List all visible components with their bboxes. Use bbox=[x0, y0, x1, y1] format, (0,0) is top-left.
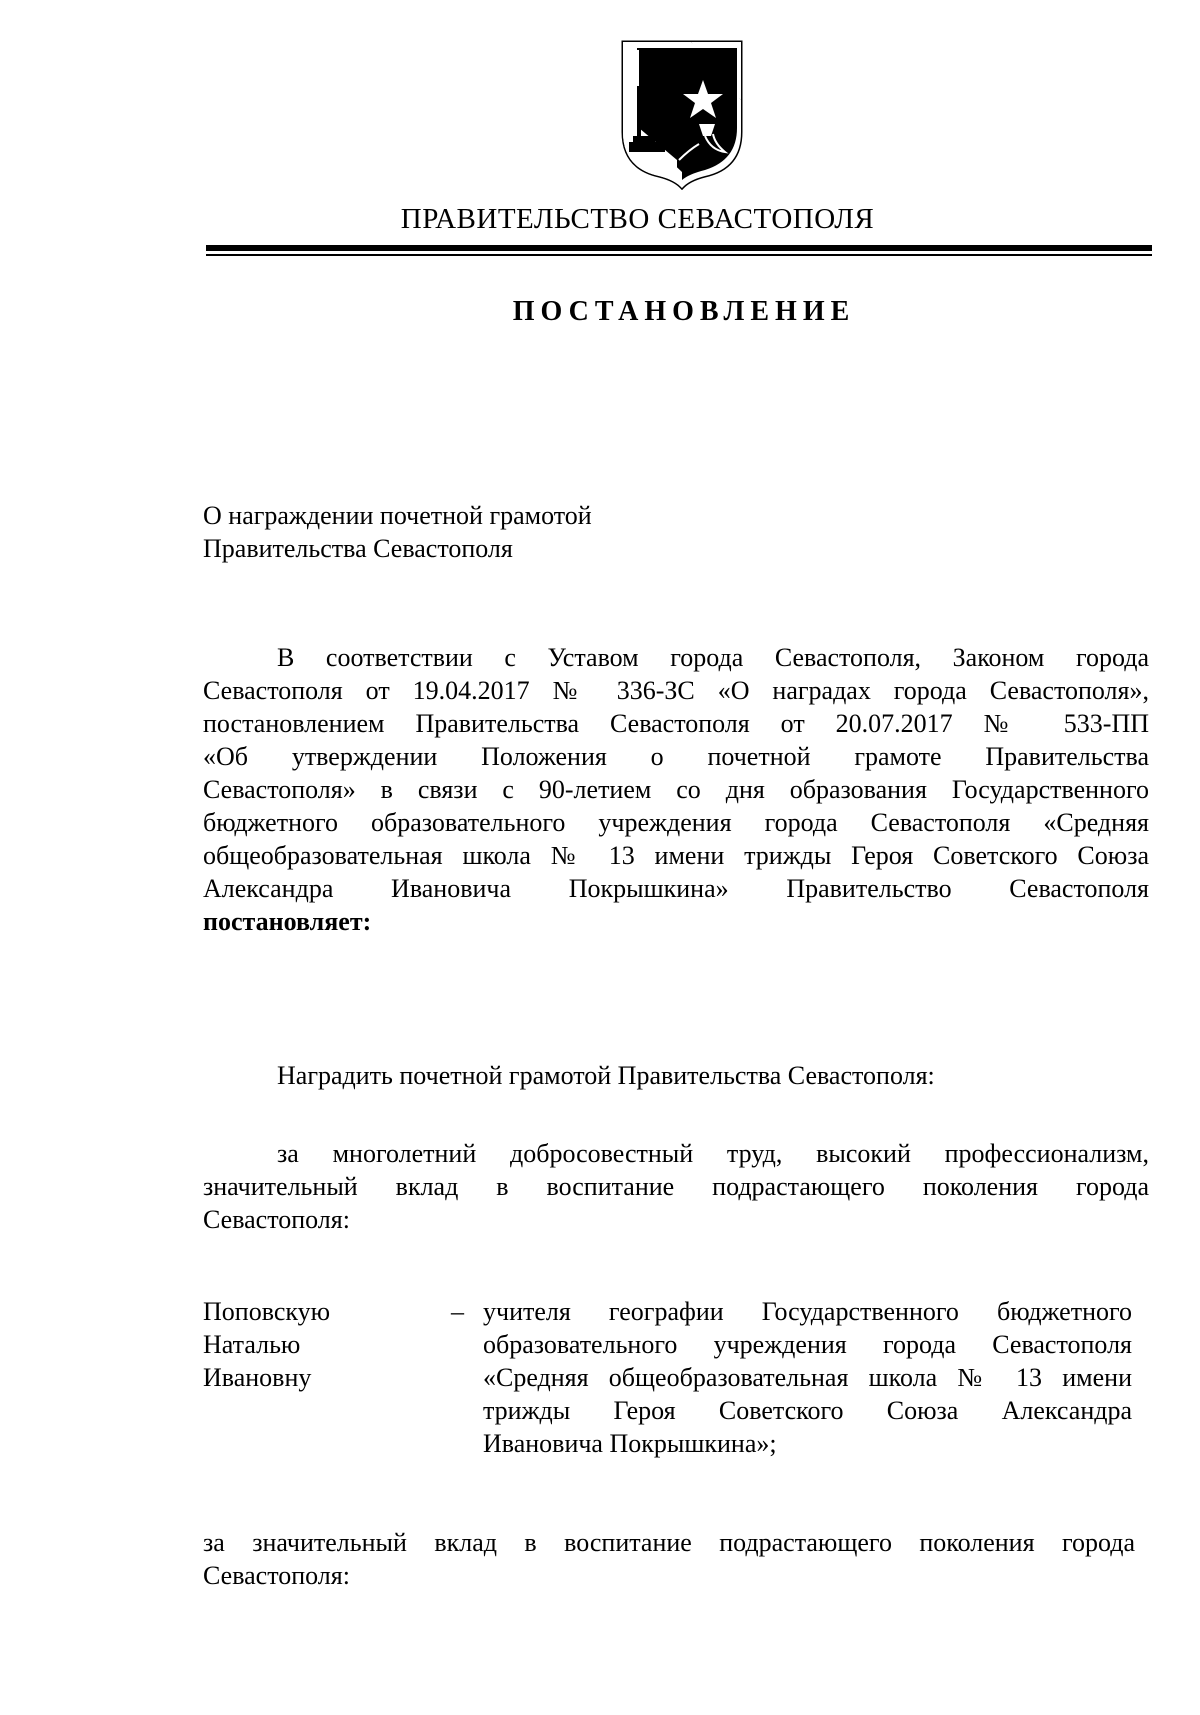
awardee-description bbox=[483, 1295, 1132, 1460]
header-rule-thick bbox=[206, 245, 1152, 251]
subject-line: Правительства Севастополя bbox=[203, 534, 513, 563]
awardee-first-name: Наталью bbox=[203, 1330, 301, 1359]
award-intro bbox=[203, 1059, 1149, 1092]
awardee-dash: – bbox=[451, 1297, 464, 1326]
reason-line: Севастополя: bbox=[203, 1561, 350, 1590]
reason-line: значительный вклад в воспитание подрастающего поколения города bbox=[203, 1172, 1149, 1201]
reason-line: Севастополя: bbox=[203, 1205, 350, 1234]
preamble-line: общеобразовательная школа № 13 имени трижды Героя Советского Союза bbox=[203, 841, 1149, 870]
preamble-line: постановлением Правительства Севастополя от 20.07.2017 № 533-ПП bbox=[203, 709, 1149, 738]
description-line: Ивановича Покрышкина»; bbox=[483, 1429, 777, 1458]
reason-paragraph-1 bbox=[203, 1137, 1149, 1236]
description-line: «Средняя общеобразовательная школа № 13 имени bbox=[483, 1363, 1132, 1392]
preamble-line: Александра Ивановича Покрышкина» Правительство Севастополя bbox=[203, 874, 1149, 903]
reason-line: за многолетний добросовестный труд, высокий профессионализм, bbox=[277, 1139, 1149, 1168]
coat-of-arms-icon bbox=[619, 40, 745, 190]
description-line: учителя географии Государственного бюджетного bbox=[483, 1297, 1132, 1326]
reason-line: за значительный вклад в воспитание подрастающего поколения города bbox=[203, 1528, 1135, 1557]
description-line: образовательного учреждения города Севастополя bbox=[483, 1330, 1132, 1359]
header-rule-thin bbox=[206, 254, 1152, 256]
awardee-name bbox=[203, 1295, 330, 1394]
preamble-line: В соответствии с Уставом города Севастополя, Законом города bbox=[277, 643, 1149, 672]
awardee-patronymic: Ивановну bbox=[203, 1363, 312, 1392]
preamble-line: Севастополя» в связи с 90-летием со дня образования Государственного bbox=[203, 775, 1149, 804]
reason-paragraph-2 bbox=[203, 1526, 1135, 1592]
award-intro-line: Наградить почетной грамотой Правительства Севастополя: bbox=[277, 1061, 935, 1090]
preamble-line: бюджетного образовательного учреждения города Севастополя «Средняя bbox=[203, 808, 1149, 837]
document-subject bbox=[203, 499, 592, 565]
preamble-line: Севастополя от 19.04.2017 № 336-ЗС «О наградах города Севастополя», bbox=[203, 676, 1149, 705]
preamble-paragraph bbox=[203, 641, 1149, 938]
awardee-surname: Поповскую bbox=[203, 1297, 331, 1326]
resolves-word: постановляет: bbox=[203, 907, 372, 936]
document-type-title: ПОСТАНОВЛЕНИЕ bbox=[512, 296, 856, 327]
description-line: трижды Героя Советского Союза Александра bbox=[483, 1396, 1132, 1425]
government-name: ПРАВИТЕЛЬСТВО СЕВАСТОПОЛЯ bbox=[400, 203, 875, 235]
subject-line: О награждении почетной грамотой bbox=[203, 501, 592, 530]
preamble-line: «Об утверждении Положения о почетной грамоте Правительства bbox=[203, 742, 1149, 771]
